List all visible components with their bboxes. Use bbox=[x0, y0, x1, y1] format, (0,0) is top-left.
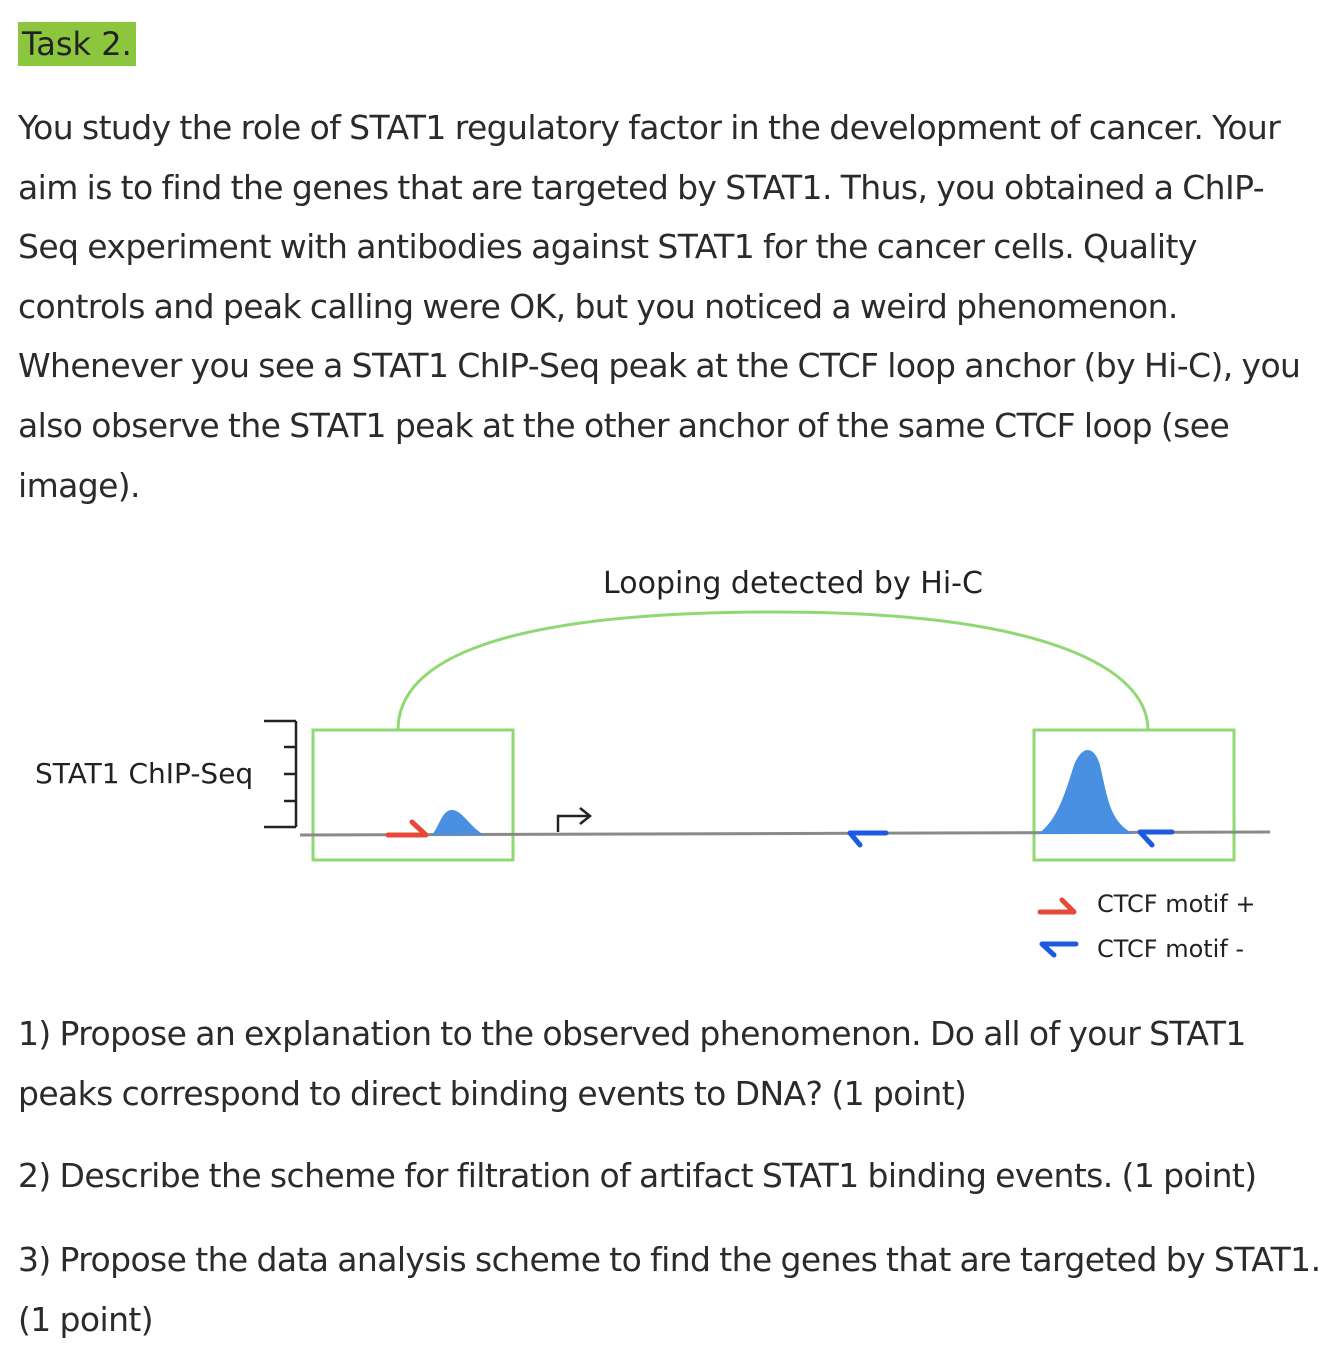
right-anchor-box bbox=[1034, 730, 1234, 860]
loop-diagram bbox=[0, 540, 1342, 990]
ctcf-motif-plus-arrow bbox=[388, 822, 426, 835]
track-label: STAT1 ChIP-Seq bbox=[35, 757, 254, 790]
legend bbox=[1040, 890, 1256, 963]
task-title: Task 2. bbox=[18, 22, 136, 66]
right-stat1-peak bbox=[1038, 750, 1134, 834]
legend-motif-minus-icon bbox=[1042, 944, 1076, 955]
ctcf-motif-minus-arrow-middle bbox=[850, 833, 886, 845]
legend-motif-plus-label: CTCF motif + bbox=[1097, 890, 1256, 918]
loop-figure bbox=[0, 540, 1342, 990]
question-1: 1) Propose an explanation to the observed phenomenon. Do all of your STAT1 peaks correspond to direct binding events to DNA? (1 point) bbox=[18, 1014, 1246, 1113]
question-3: 3) Propose the data analysis scheme to find the genes that are targeted by STAT1. (1 point) bbox=[18, 1240, 1321, 1339]
ctcf-motif-minus-arrow-right bbox=[1140, 832, 1172, 845]
intro-paragraph: You study the role of STAT1 regulatory factor in the development of cancer. Your aim is to find the genes that are targeted by STAT1. Thus, you obtained a ChIP-Seq experiment with antibodies against STAT1 for the cancer cells. Quality controls and peak calling were OK, but you noticed a weird phenomenon. Whenever you see a STAT1 ChIP-Seq peak at the CTCF loop anchor (by Hi-C), you also observe the STAT1 peak at the other anchor of the same CTCF loop (see image). bbox=[18, 108, 1301, 505]
left-stat1-peak bbox=[432, 810, 484, 835]
track-scale-bracket bbox=[264, 721, 296, 827]
legend-motif-plus-icon bbox=[1040, 900, 1074, 912]
legend-motif-minus-label: CTCF motif - bbox=[1097, 935, 1245, 963]
promoter-arrow-icon bbox=[558, 808, 590, 832]
loop-label: Looping detected by Hi-C bbox=[603, 566, 983, 601]
question-2: 2) Describe the scheme for filtration of artifact STAT1 binding events. (1 point) bbox=[18, 1156, 1257, 1195]
hic-loop-arc bbox=[398, 612, 1148, 730]
left-anchor-box bbox=[313, 730, 513, 860]
